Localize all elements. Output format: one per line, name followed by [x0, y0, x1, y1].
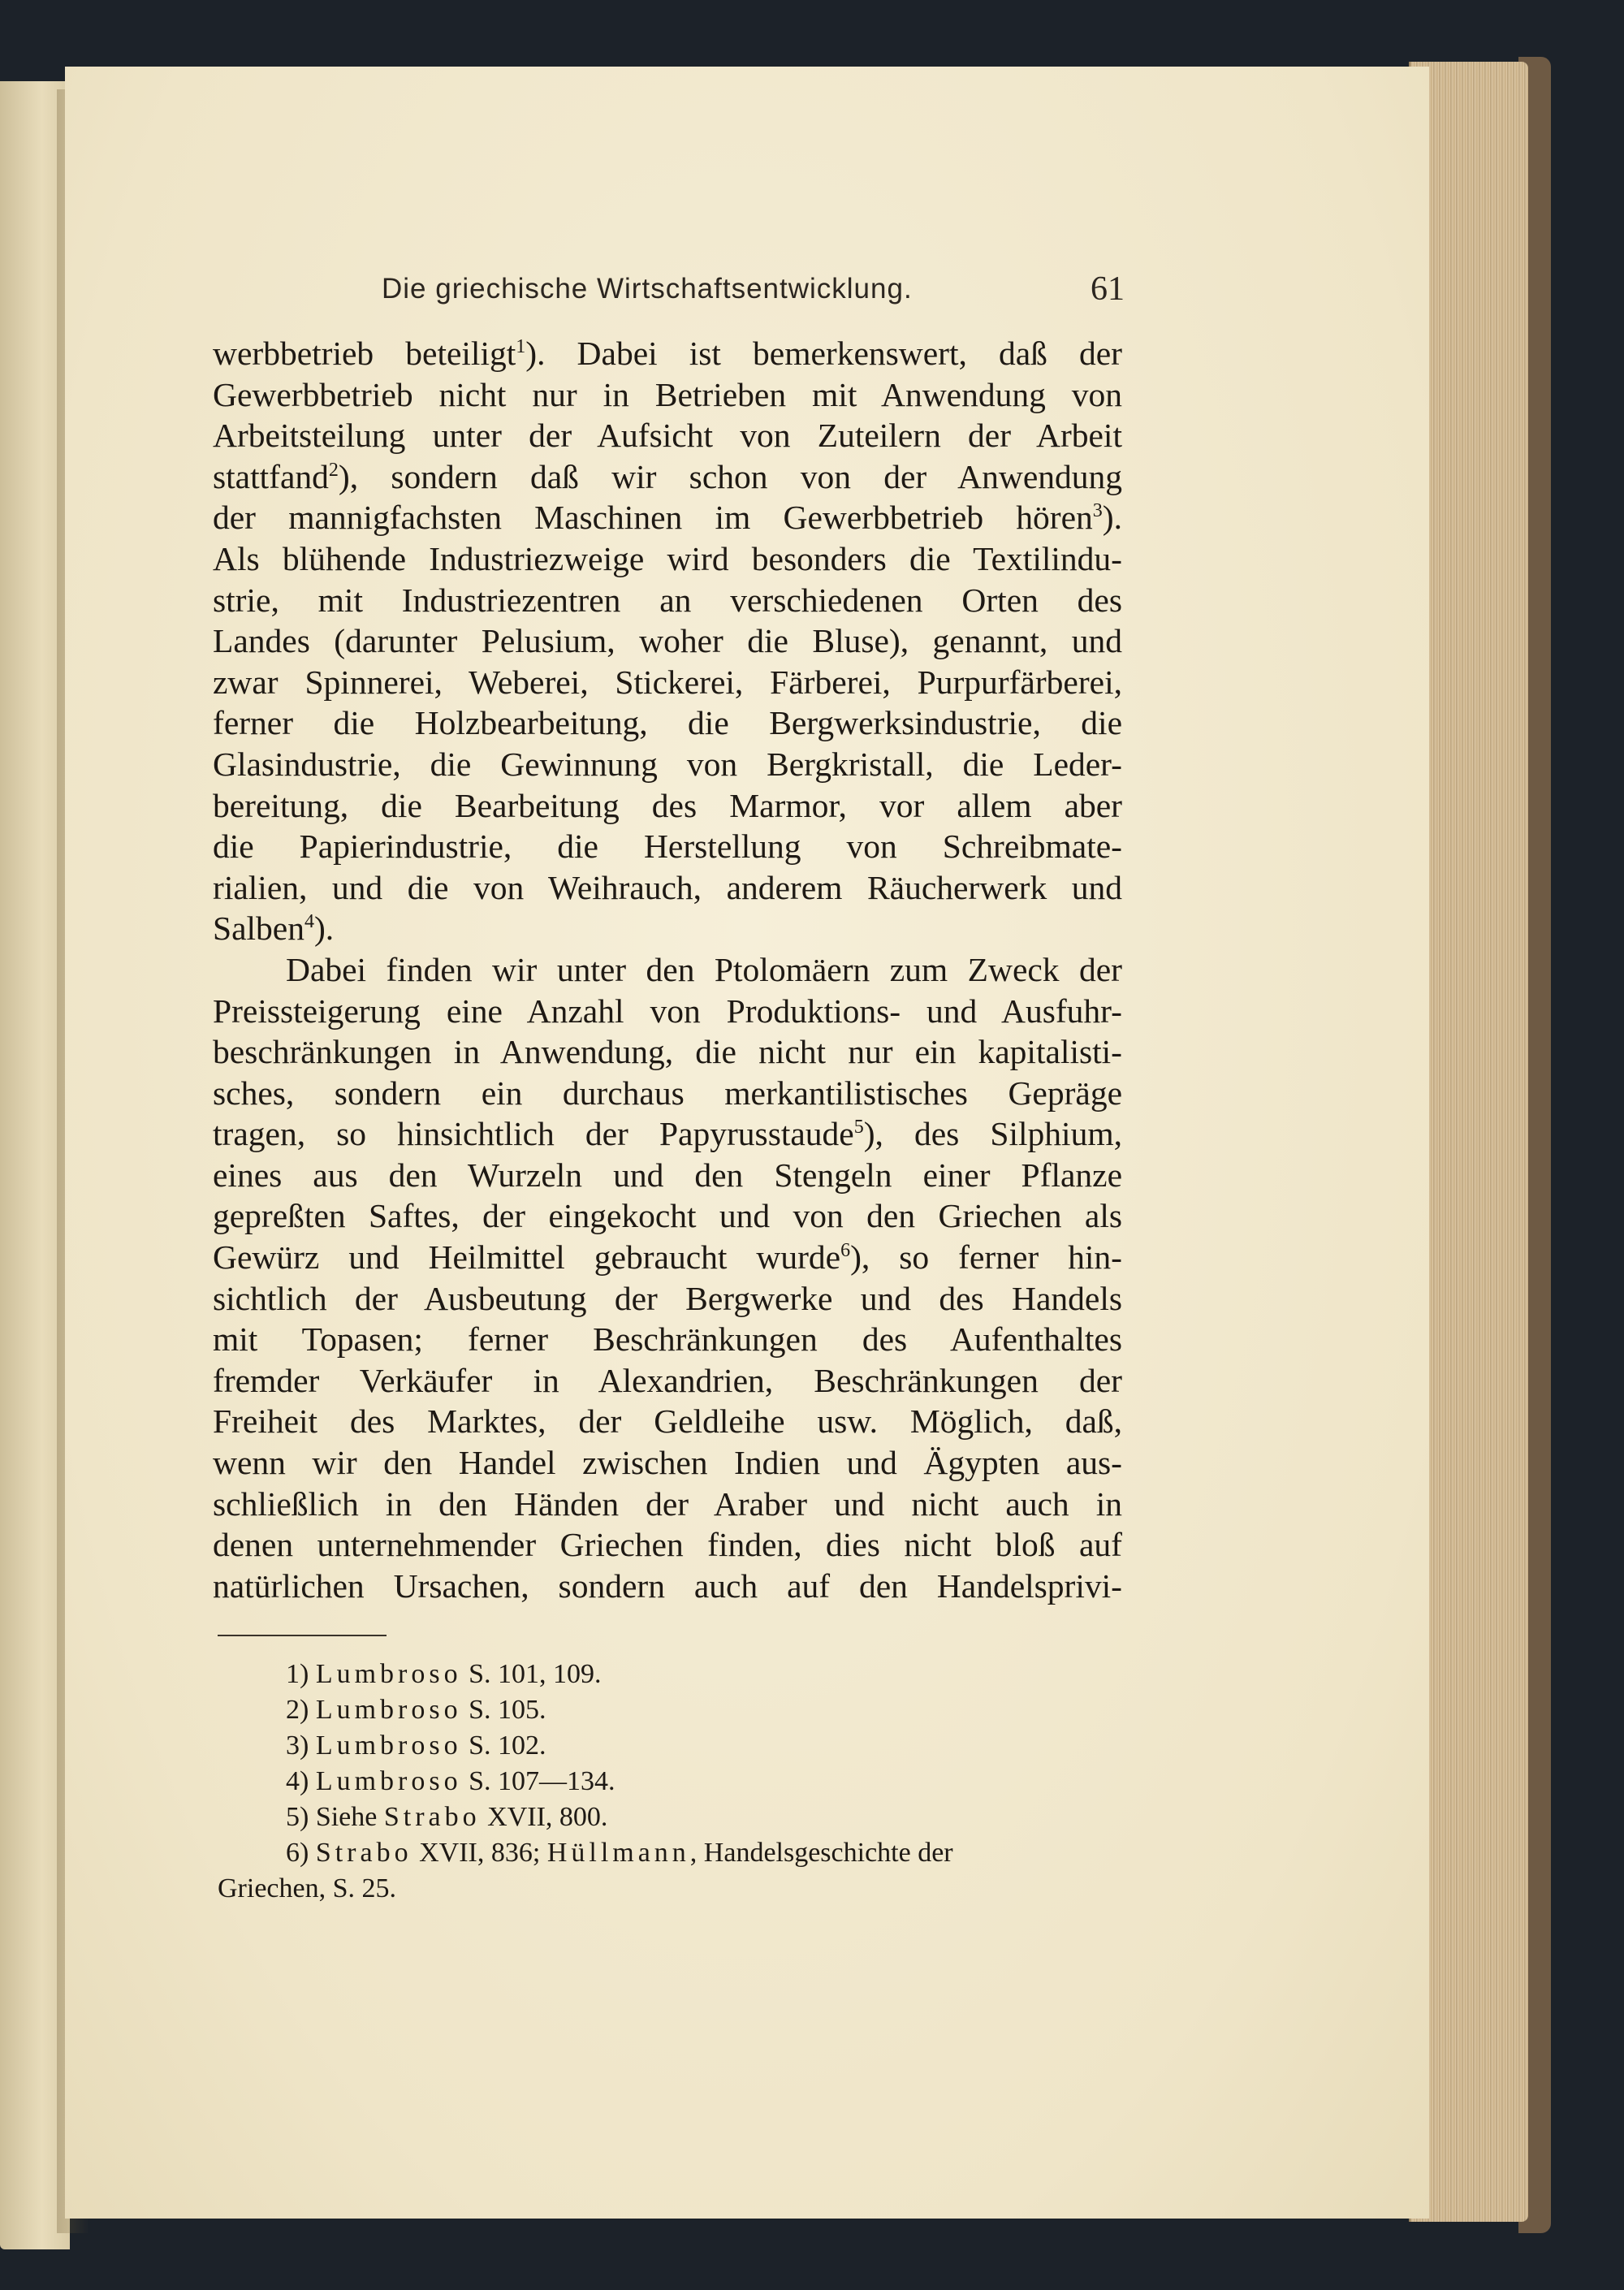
footnote-marker: 4: [304, 911, 314, 933]
text-line: Dabei finden wir unter den Ptolomäern zum Zweck der: [286, 950, 1122, 988]
text-line: Gewürz und Heilmittel gebraucht wurde$^6$), so ferner hin-: [213, 1238, 1123, 1277]
text-line: Salben$^4$).: [213, 910, 335, 948]
text-line: mit Topasen; ferner Beschränkungen des Aufenthaltes: [213, 1320, 1122, 1359]
text-line: rialien, und die von Weihrauch, anderem Räucherwerk und: [213, 868, 1122, 906]
text-line: beschränkungen in Anwendung, die nicht nur ein kapitalisti-: [213, 1033, 1122, 1071]
page-number: 61: [1091, 270, 1125, 308]
text-line: tragen, so hinsichtlich der Papyrusstaude$^5$), des Silphium,: [213, 1115, 1122, 1153]
text-line: Landes (darunter Pelusium, woher die Bluse), genannt, und: [213, 622, 1122, 660]
footnote: 1) Lumbroso S. 101, 109.: [286, 1659, 602, 1689]
text-line: die Papierindustrie, die Herstellung von Schreibmate-: [213, 827, 1122, 866]
text-line: Freiheit des Marktes, der Geldleihe usw. Möglich, daß,: [213, 1402, 1122, 1441]
text-line: bereitung, die Bearbeitung des Marmor, vor allem aber: [213, 786, 1122, 824]
text-line: denen unternehmender Griechen finden, dies nicht bloß auf: [213, 1526, 1122, 1564]
text-line: gepreßten Saftes, der eingekocht und von den Griechen als: [213, 1197, 1122, 1235]
text-line: Gewerbbetrieb nicht nur in Betrieben mit Anwendung von: [213, 375, 1122, 413]
text-line: fremder Verkäufer in Alexandrien, Beschränkungen der: [213, 1361, 1122, 1399]
text-line: ferner die Holzbearbeitung, die Bergwerksindustrie, die: [213, 704, 1122, 742]
text-line: sichtlich der Ausbeutung der Bergwerke und des Handels: [213, 1279, 1122, 1317]
footnote-marker: 1: [516, 336, 526, 357]
text-line: wenn wir den Handel zwischen Indien und Ägypten aus-: [213, 1444, 1122, 1482]
footnote: 6) Strabo XVII, 836; Hüllmann, Handelsgeschichte der: [286, 1838, 953, 1868]
text-line: Glasindustrie, die Gewinnung von Bergkristall, die Leder-: [213, 745, 1122, 783]
footnote-marker: 5: [853, 1117, 864, 1139]
text-line: eines aus den Wurzeln und den Stengeln einer Pflanze: [213, 1156, 1122, 1194]
footnote-marker: 6: [840, 1240, 851, 1262]
text-line: sches, sondern ein durchaus merkantilistisches Gepräge: [213, 1074, 1122, 1112]
text-line: strie, mit Industriezentren an verschiedenen Orten des: [213, 581, 1122, 619]
footnote: 2) Lumbroso S. 105.: [286, 1695, 546, 1725]
footnote-marker: 2: [328, 459, 339, 481]
text-line: Arbeitsteilung unter der Aufsicht von Zuteilern der Arbeit: [213, 417, 1122, 455]
footnote: 4) Lumbroso S. 107—134.: [286, 1766, 615, 1796]
text-line: der mannigfachsten Maschinen im Gewerbbetrieb hören$^3$).: [213, 499, 1122, 537]
footnote: Griechen, S. 25.: [218, 1873, 397, 1903]
footnote: 5) Siehe Strabo XVII, 800.: [286, 1802, 608, 1832]
text-line: schließlich in den Händen der Araber und nicht auch in: [213, 1484, 1122, 1523]
footnote-rule: [218, 1635, 387, 1636]
text-line: werbbetrieb beteiligt$^1$). Dabei ist bemerkenswert, daß der: [213, 335, 1122, 372]
text-line: stattfand$^2$), sondern daß wir schon von der Anwendung: [213, 457, 1122, 495]
page-header: [382, 270, 1125, 322]
footnote-marker: 3: [1092, 500, 1103, 522]
text-line: natürlichen Ursachen, sondern auch auf den Handelsprivi-: [213, 1566, 1122, 1605]
footnotes: [218, 1657, 1121, 1907]
main-text: [213, 333, 1122, 1606]
text-line: Als blühende Industriezweige wird besonders die Textilindu-: [213, 539, 1122, 577]
text-line: Preissteigerung eine Anzahl von Produktions- und Ausfuhr-: [213, 992, 1122, 1030]
running-head: Die griechische Wirtschaftsentwicklung.: [382, 273, 913, 305]
footnote: 3) Lumbroso S. 102.: [286, 1730, 546, 1761]
text-line: zwar Spinnerei, Weberei, Stickerei, Färberei, Purpurfärberei,: [213, 663, 1122, 701]
